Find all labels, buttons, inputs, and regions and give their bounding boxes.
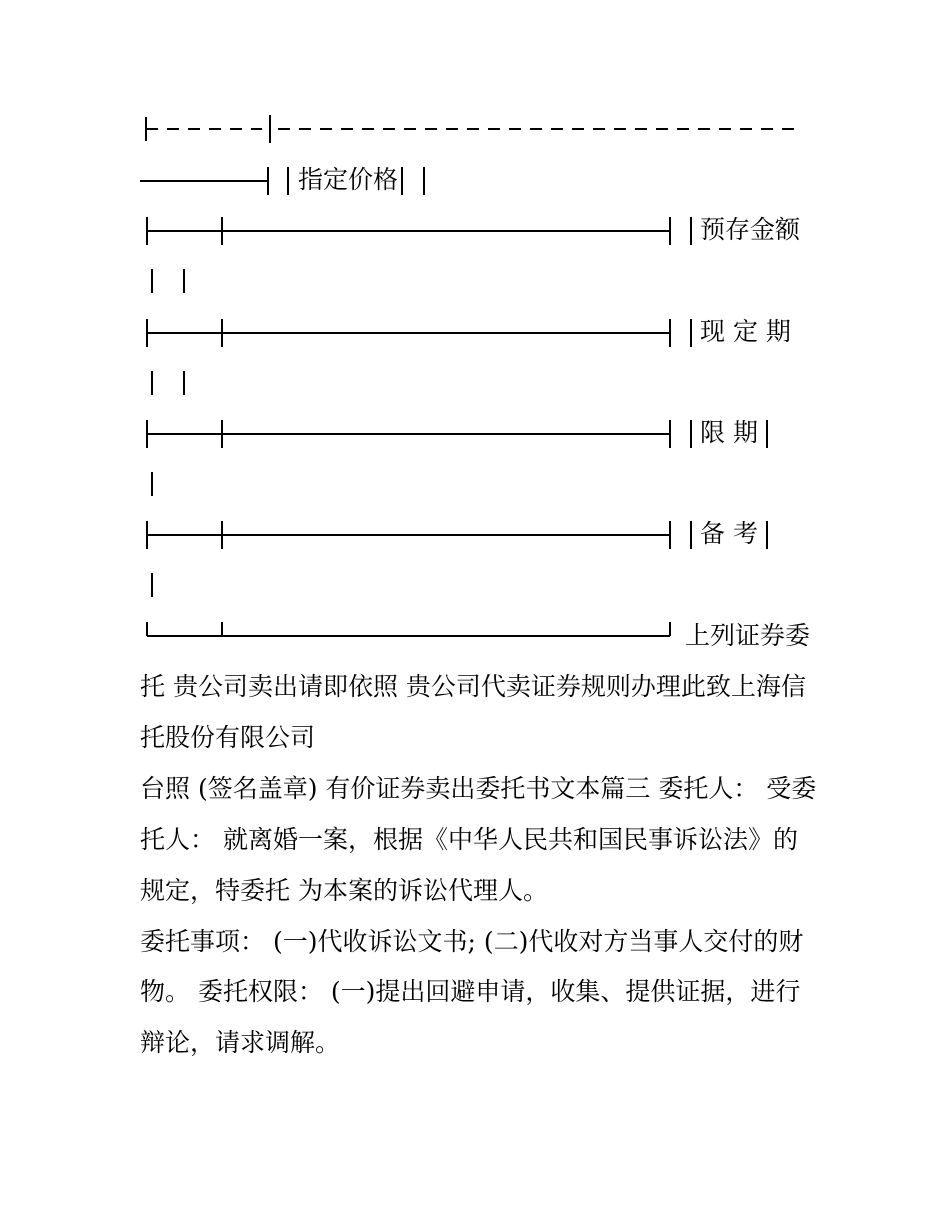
body-line-3: 台照 (签名盖章) 有价证券卖出委托书文本篇三 委托人： 受委 [140,774,817,803]
bottom-border [147,622,670,636]
row-4-rule [147,420,767,496]
body-line-2: 托股份有限公司 [140,723,316,752]
label-closing-statement: 上列证券委 [685,621,811,650]
label-deposit-amount: 预存金额 [700,215,801,244]
label-current-term: 现 定 期 [700,317,791,346]
body-line-1: 托 贵公司卖出请即依照 贵公司代卖证券规则办理此致上海信 [140,672,806,701]
label-designated-price: 指定价格 [298,165,399,194]
body-line-7: 物。 委托权限： (一)提出回避申请，收集、提供证据，进行 [140,977,801,1006]
dashed-top-border [146,115,802,143]
body-line-4: 托人： 就离婚一案，根据《中华人民共和国民事诉讼法》的 [140,825,798,854]
row-5-rule [147,521,767,597]
row-3-rule [147,319,691,395]
row-2-rule [147,217,691,293]
body-line-8: 辩论，请求调解。 [140,1028,341,1057]
body-line-5: 规定，特委托 为本案的诉讼代理人。 [140,876,548,905]
body-line-6: 委托事项： (一)代收诉讼文书; (二)代收对方当事人交付的财 [140,927,804,956]
label-remarks: 备 考 [700,519,758,548]
label-time-limit: 限 期 [700,418,758,447]
